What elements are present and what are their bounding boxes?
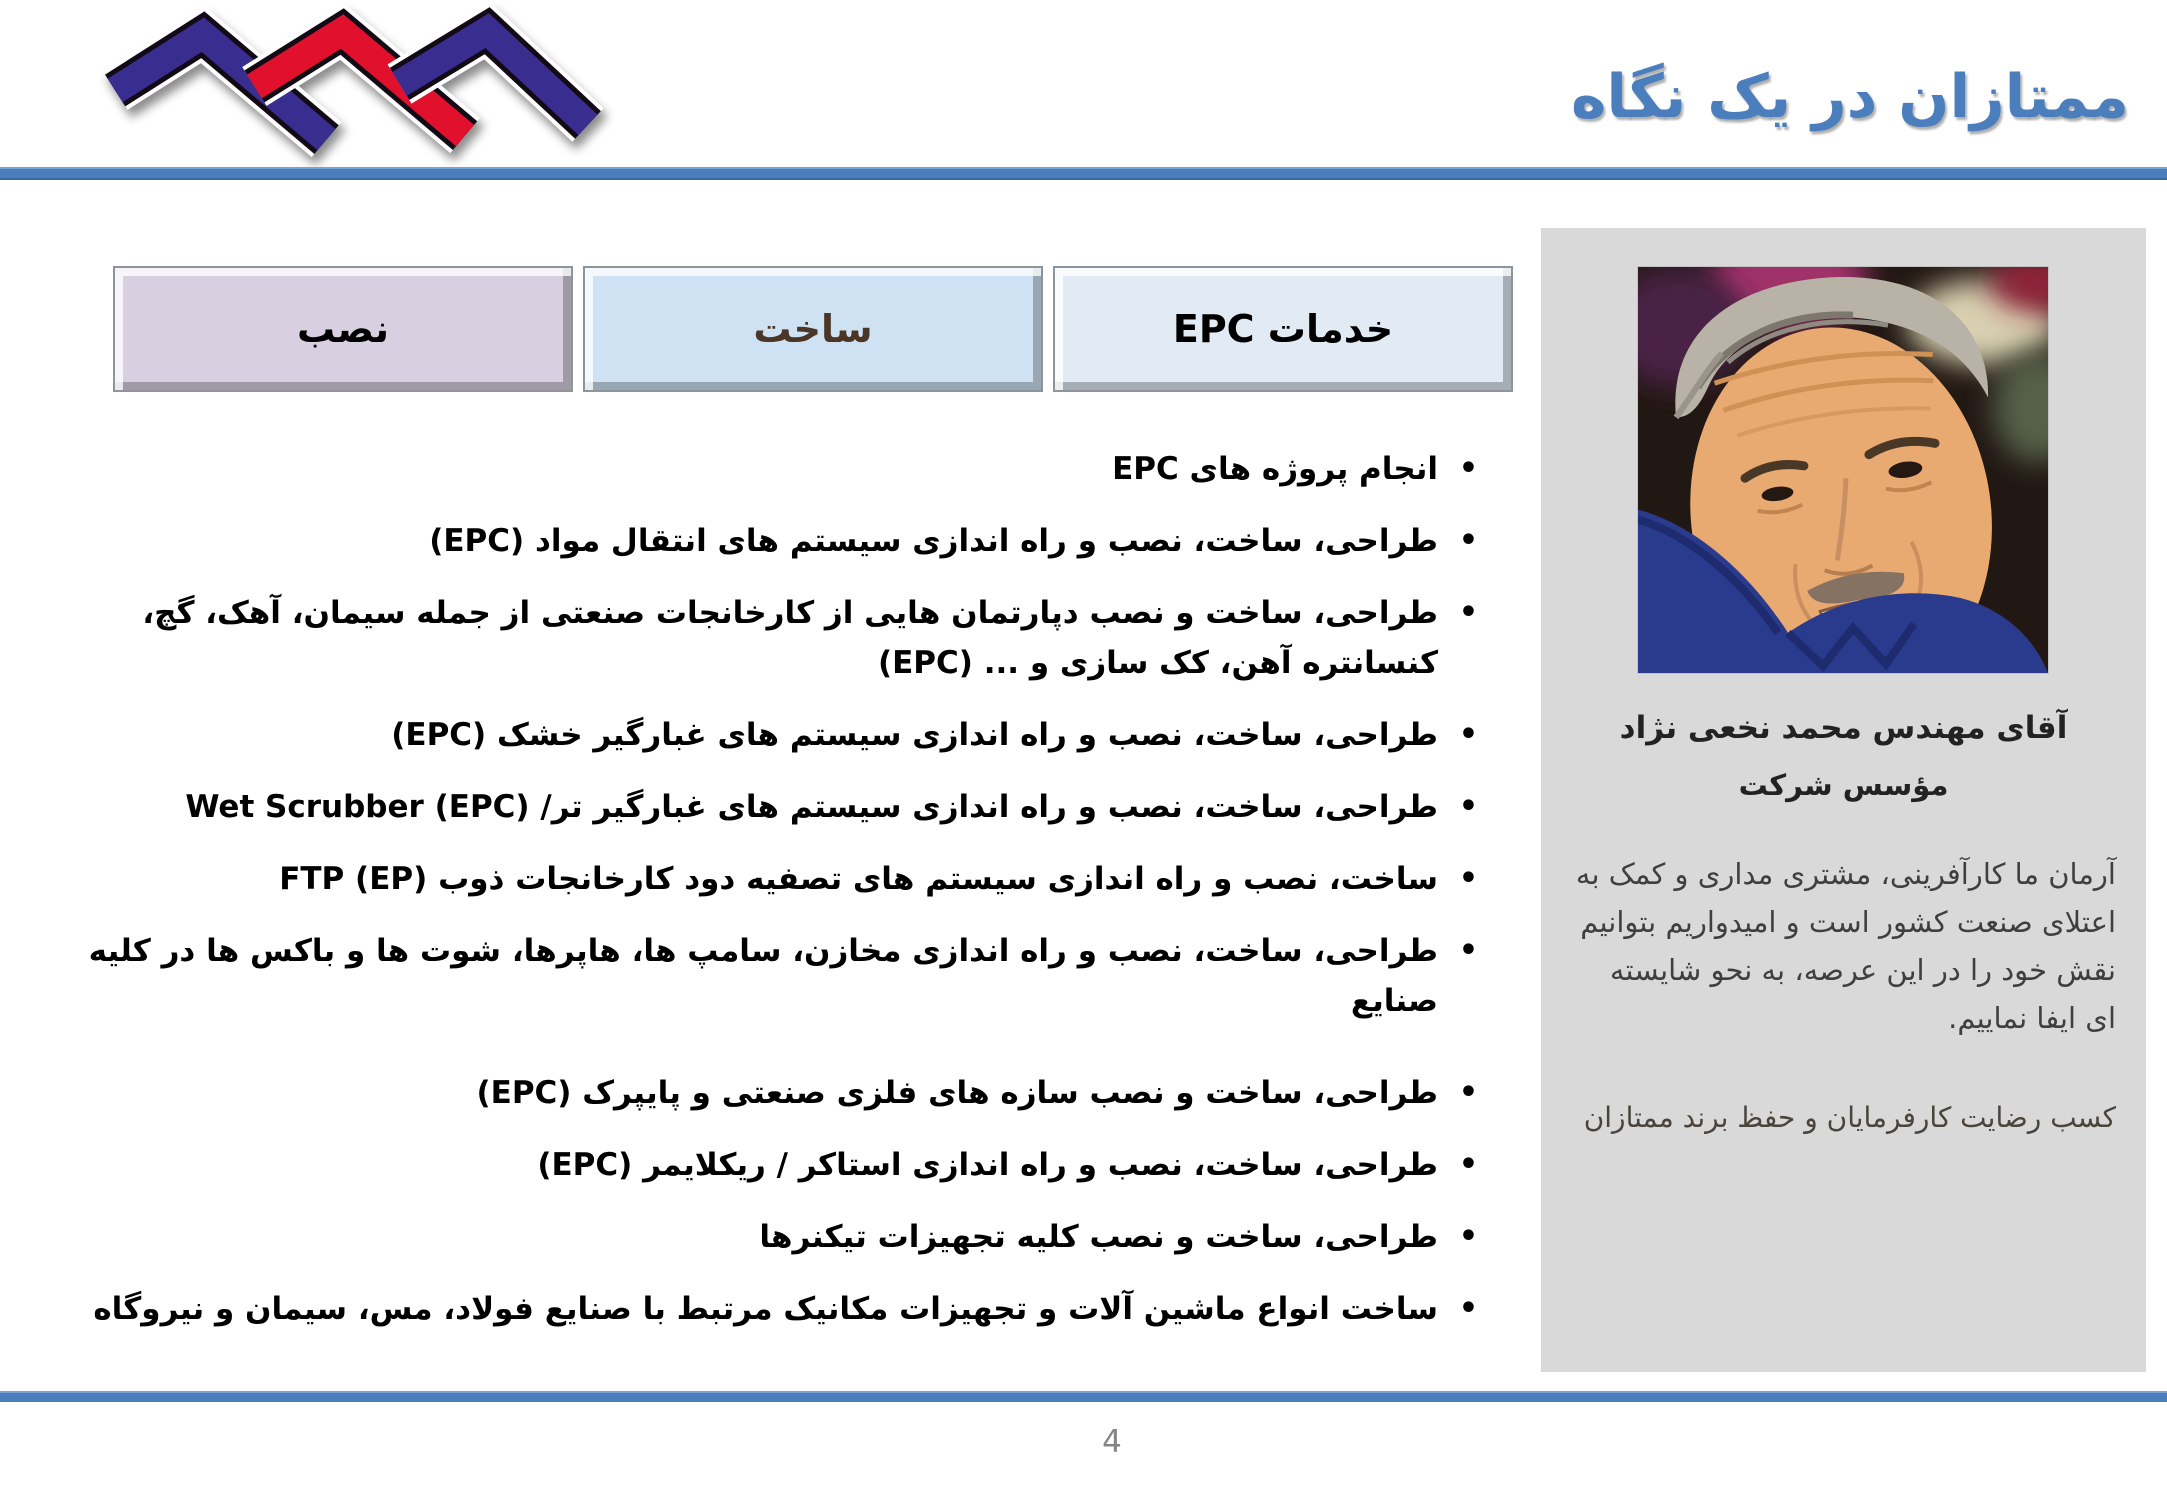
- list-item: • طراحی، ساخت، نصب و راه اندازی سیستم های انتقال مواد (EPC): [86, 516, 1482, 566]
- services-bullet-list: [86, 444, 1482, 1356]
- founder-photo: [1637, 266, 2049, 674]
- list-item: • ساخت انواع ماشین آلات و تجهیزات مکانیک مرتبط با صنایع فولاد، مس، سیمان و نیروگاه: [86, 1284, 1482, 1334]
- company-logo: [28, 2, 653, 170]
- header-divider: [0, 167, 2167, 180]
- list-item: • طراحی، ساخت و نصب دپارتمان هایی از کارخانجات صنعتی از جمله سیمان، آهک، گچ، کنسانتره آهن، کک سازی و ... (EPC): [86, 588, 1482, 688]
- service-tabs: [113, 266, 1513, 392]
- list-item: • طراحی، ساخت و نصب کلیه تجهیزات تیکنرها: [86, 1212, 1482, 1262]
- page-title: ممتازان در یک نگاه: [1570, 62, 2129, 132]
- vision-statement: کسب رضایت کارفرمایان و حفظ برند ممتازان: [1583, 1101, 2116, 1134]
- founder-name: آقای مهندس محمد نخعی نژاد: [1619, 710, 2068, 746]
- list-item: • طراحی، ساخت و نصب سازه های فلزی صنعتی و پایپرک (EPC): [86, 1068, 1482, 1118]
- list-item: • انجام پروژه های EPC: [86, 444, 1482, 494]
- page-number: 4: [1102, 1424, 1122, 1460]
- founder-role: مؤسس شرکت: [1738, 768, 1949, 802]
- list-item: • طراحی، ساخت، نصب و راه اندازی مخازن، سامپ ها، هاپرها، شوت ها و باکس ها در کلیه صنایع: [86, 926, 1482, 1026]
- tab-construction[interactable]: ساخت: [583, 266, 1043, 392]
- logo-zigzag-icon: [28, 2, 653, 170]
- founder-portrait-image: [1638, 267, 2048, 673]
- list-item: • طراحی، ساخت، نصب و راه اندازی استاکر / ریکلایمر (EPC): [86, 1140, 1482, 1190]
- footer-divider: [0, 1391, 2167, 1402]
- list-item: • طراحی، ساخت، نصب و راه اندازی سیستم های غبارگیر تر/ Wet Scrubber (EPC): [86, 782, 1482, 832]
- tab-epc-services[interactable]: خدمات EPC: [1053, 266, 1513, 392]
- list-item: • ساخت، نصب و راه اندازی سیستم های تصفیه دود کارخانجات ذوب FTP (EP): [86, 854, 1482, 904]
- founder-sidebar: [1541, 228, 2146, 1372]
- list-item: • طراحی، ساخت، نصب و راه اندازی سیستم های غبارگیر خشک (EPC): [86, 710, 1482, 760]
- tab-installation[interactable]: نصب: [113, 266, 573, 392]
- mission-statement: آرمان ما کارآفرینی، مشتری مداری و کمک به اعتلای صنعت کشور است و امیدواریم بتوانیم نقش خود را در این عرصه، به نحو شایسته ای ایفا نماییم.: [1575, 857, 2116, 1035]
